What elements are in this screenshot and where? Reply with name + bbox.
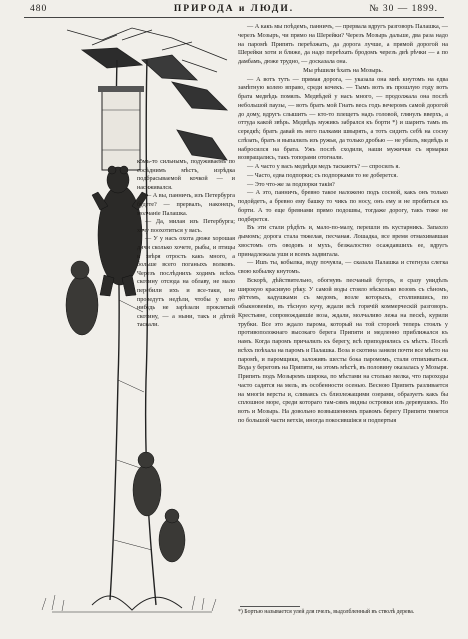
right-paragraph: Мы рѣшили ѣхать на Мозырь.	[303, 66, 383, 74]
right-paragraph: — Ишъ ты, кобылка, воду почуяла, — сказала Палашка и стегнула слегка свою кобылку кнутомъ.	[238, 259, 448, 275]
right-paragraph: — Это что-же за подпорки такія?	[247, 180, 335, 188]
page-number: 480	[30, 4, 48, 14]
right-paragraph: — А это, панничъ, бревно такое наложено подъ сосной, какъ онъ только подойдетъ, а бревно ему башку то чикъ по носу, онъ ему и не пробиться къ борти. А то еще бревнами прямо подошвы, тогдаже дорогу, такъ тоже не подберется.	[238, 189, 448, 223]
narrow-paragraph: — Да, милая изъ Петербурга; хочу поохотиться у васъ.	[137, 218, 235, 234]
narrow-paragraph: — А вы, панничъ, изъ Петербурга будете? — прервалъ, наконецъ, молчаніе Палашка.	[137, 192, 235, 217]
page-header	[30, 4, 438, 16]
right-paragraph: Вскорѣ, дѣйствительно, обогнувъ песчаный бугоръ, я сразу увидѣлъ широкую красивую рѣку. У самой воды стояло нѣсколько возовъ съ сѣномъ, дёгтемъ, кадушками съ медомъ, возле которыхъ, столпившись, по обыкновенію, въ тѣсную кучу, ждали всѣ горячій коммерческій разговоръ. Крестьяне, сопровождавшіе воза, ждали, молчаливо лежа на пескѣ, курили трубки. Все это ждало парома, который на той сторонѣ теперь стоялъ у противоположнаго высокаго берега Припяти и медленно приближался къ намъ. Когда паромъ причалилъ къ берегу, всѣ приподнялись съ мѣстъ. Послѣ всѣхъ поѣхала на паромъ и Палашка. Воза и скотина заняли почти все мѣсто на паромѣ, и паромщики, заложивъ шесты бока паромомъ, стали отпихиваться. Вода у береговъ на Припяти, на этомъ мѣстѣ, въ половину оказалась у Мозыря. Припять подъ Мозыремъ широка, по мѣстами на столько мелка, что пароходы часто садятся на мель, въ особенности осенью. Весною Припять разливается на многія версты и, сливаясь съ близлежащими озерами, образуетъ какъ бы сплошное море, среди котораго там-сямъ видны островки изъ деревушекъ. Но вотъ и Мозырь. На довольно возвышенномъ правомъ берегу Припяти тянется по большой части ветхія, иногда покосившіяся и подпертыя	[238, 276, 448, 424]
right-paragraph: — Часто, едва подпорки; съ подпорками то не доберется.	[247, 171, 398, 179]
footnote: *) Бортью называется улей для пчелъ, выдолбленный въ стволѣ дерева.	[238, 609, 415, 615]
header-rule	[24, 17, 444, 18]
narrow-paragraph: — У у насъ охота дюже хорошая дичи сколько хочете, рыбы, и птицы и звѣря отрость какъ много, а больше всего поганыхъ волковъ. Черезъ послѣднихъ ходимъ всѣхъ скотину отсюда на облаву, не мало перебили ихъ и все-таки, не проведутъ недѣли, чтобы у кого нибудь не зарѣзали проклятый скотину, — а ныни, такъ и дѣтей таскали.	[137, 235, 235, 329]
magazine-title: ПРИРОДА и ЛЮДИ.	[173, 4, 295, 14]
issue-number: № 30 — 1899.	[369, 4, 438, 14]
footnote-rule	[240, 606, 300, 607]
right-paragraph: — А какъ мы поѣдемъ, панничъ, — прервала вдругъ разговоръ Палашка, — черезъ Мозыръ, чи прямо на Шерейки? Черезъ Мозырь дальше, два раза надо на паромѣ Припять переѣзжать, да дорога лучше, а прямой дорогой на Шерейки хоти и ближе, да надо переѣхать бродомъ черезъ двѣ рѣчки — а по дамбамъ, дюже трудно, — досказала она.	[238, 23, 448, 65]
right-text-column	[238, 23, 448, 426]
right-paragraph: — А вотъ тутъ — прямая дорога, — указала она мнѣ кнутомъ на едва замѣтную колею вправо, среди кочекъ. — Тымъ вотъ въ прошлую году вотъ брата медвѣдь помялъ. Медвѣдей у насъ много, — продолжала она послѣ небольшой паузы, — вотъ братъ мой Гнатъ весь годъ вечеромъ самой дорогой до дому, вдругъ слышитъ — кто-то плещетъ надъ головой, глянулъ вверхъ, а оттуда какой звѣрь. Медвѣдь мужикъ забрался къ борти *) и шаритъ тамъ въ середкѣ; братъ давай въ него палками швырять, а тотъ сидитъ себѣ на сосну слѣзать, братъ и выпалилъ изъ ружья, да только дробью — не убилъ, медвѣдь и набросился на брата. Ужъ послѣ сходили, наши мужички съ ярмарки возвращались, такъ топорами отогнали.	[238, 75, 448, 162]
narrow-text-column	[137, 158, 235, 330]
right-paragraph: — А часто у васъ медвѣди медъ таскаютъ? — спросилъ я.	[247, 163, 400, 170]
right-paragraph: Въ эти стали рѣдѣть и, мало-по-малу, перешли въ кустарникъ. Запахло дымомъ; дорога стала тяжелая, песчаная. Лошадка, все время отмахивавшая хвостомъ отъ оводовъ и мухъ, безжалостно осаждавшихъ ее, вдругъ принадлежала уши и всемъ задвигала.	[238, 224, 448, 258]
narrow-paragraph: комъ-то сильнымъ, подуживаемъ по сосѣднимъ мѣстъ, изрѣдка подбрасываемой кочкой — и насиживался.	[137, 158, 235, 191]
